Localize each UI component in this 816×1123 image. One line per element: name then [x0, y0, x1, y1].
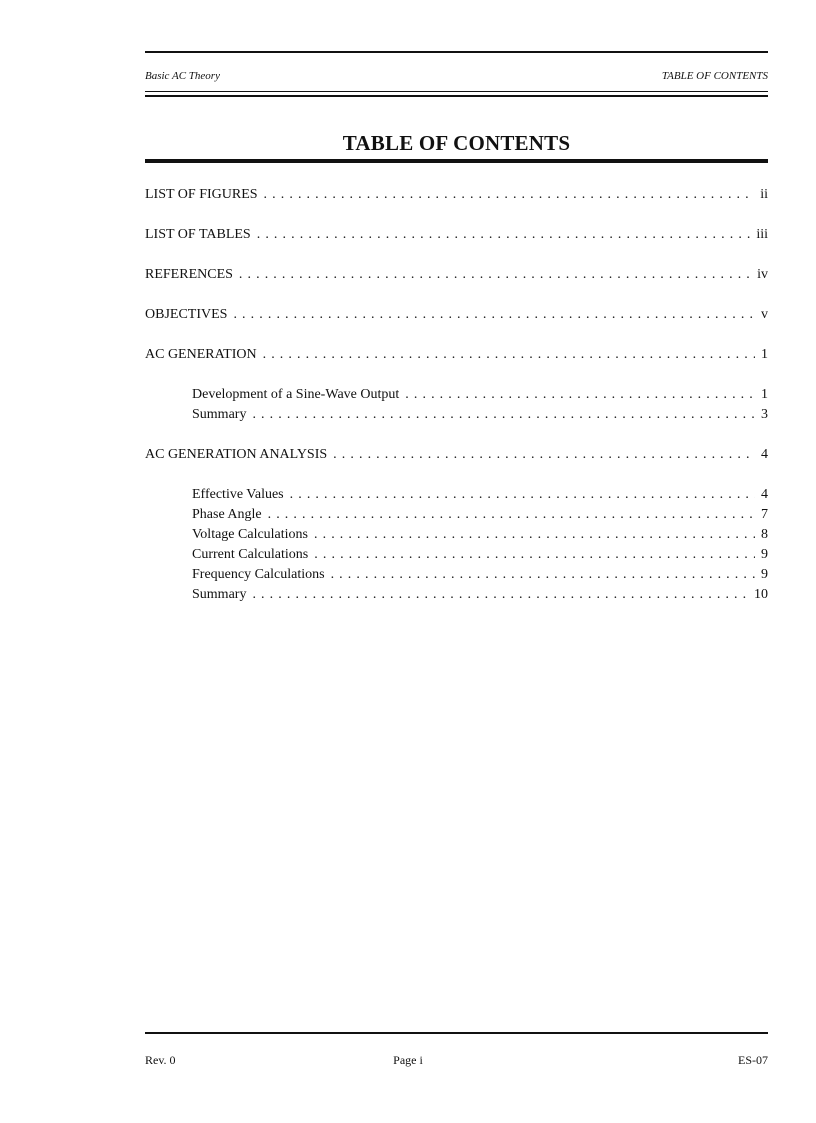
header-section-title: TABLE OF CONTENTS — [661, 70, 768, 82]
toc-subentry[interactable]: Development of a Sine-Wave Output . . . 1 — [145, 385, 768, 405]
toc-entry-ac-generation-analysis[interactable]: AC GENERATION ANALYSIS . . . 4 — [145, 445, 768, 465]
toc-subentry[interactable]: Effective Values . . . 4 — [145, 485, 768, 505]
toc-entry-objectives[interactable]: OBJECTIVES . . . v — [145, 305, 768, 325]
title-rule — [145, 159, 768, 163]
toc-subgroup-analysis — [145, 485, 768, 605]
toc-subentry[interactable]: Phase Angle . . . 7 — [145, 505, 768, 525]
toc-entry-references[interactable]: REFERENCES . . . iv — [145, 265, 768, 285]
page-title: TABLE OF CONTENTS — [342, 131, 571, 155]
footer-revision: Rev. 0 — [145, 1053, 176, 1067]
toc-entry-list-of-figures[interactable]: LIST OF FIGURES . . . ii — [145, 185, 768, 205]
toc-subentry[interactable]: Summary . . . 3 — [145, 405, 768, 425]
table-of-contents — [145, 185, 768, 625]
footer-page-number: Page i — [393, 1053, 423, 1067]
header-top-rule — [145, 51, 768, 53]
toc-subgroup-ac-generation — [145, 385, 768, 425]
header-bottom-rule-thick — [145, 95, 768, 97]
toc-entry-list-of-tables[interactable]: LIST OF TABLES . . . iii — [145, 225, 768, 245]
header-document-title: Basic AC Theory — [145, 70, 220, 82]
header-bottom-rule-thin — [145, 91, 768, 92]
toc-subentry[interactable]: Voltage Calculations . . . 8 — [145, 525, 768, 545]
footer-document-code: ES-07 — [738, 1053, 768, 1067]
toc-subentry[interactable]: Frequency Calculations . . . 9 — [145, 565, 768, 585]
toc-subentry[interactable]: Summary . . . 10 — [145, 585, 768, 605]
toc-entry-ac-generation[interactable]: AC GENERATION . . . 1 — [145, 345, 768, 365]
footer-rule — [145, 1032, 768, 1034]
toc-subentry[interactable]: Current Calculations . . . 9 — [145, 545, 768, 565]
